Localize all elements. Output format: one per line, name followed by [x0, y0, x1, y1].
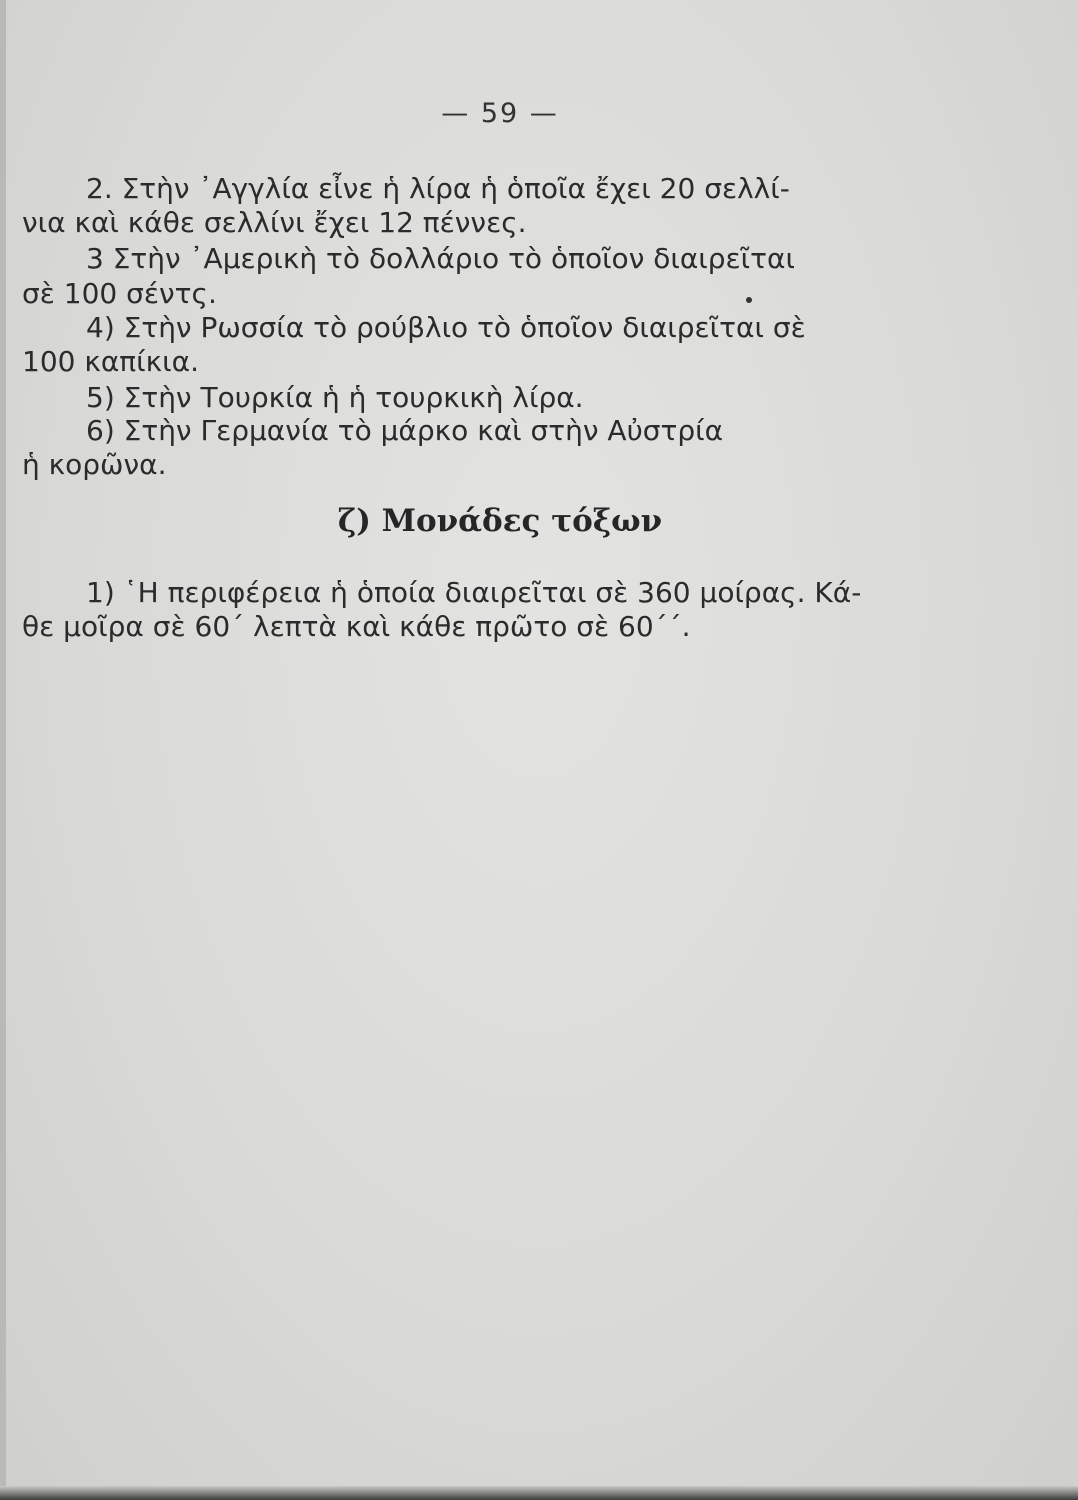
paragraph-1-line-2: νια καὶ κάθε σελλίνι ἔχει 12 πέννες. [22, 206, 527, 239]
section-paragraph-1-line-2: θε μοῖρα σὲ 60΄ λεπτὰ καὶ κάθε πρῶτο σὲ 60΄΄. [22, 610, 691, 643]
paragraph-2-line-1: 3 Στὴν ᾿Αμερικὴ τὸ δολλάριο τὸ ὁποῖον διαιρεῖται [86, 242, 795, 275]
page-left-edge [0, 0, 6, 1500]
section-heading: ζ) Μονάδες τόξων [337, 503, 663, 539]
section-paragraph-1-line-1: 1) ῾Η περιφέρεια ἡ ὁποία διαιρεῖται σὲ 360 μοίρας. Κά- [86, 576, 862, 609]
paragraph-5-line-2: ἡ κορῶνα. [22, 448, 167, 481]
paragraph-5-line-1: 6) Στὴν Γερμανία τὸ μάρκο καὶ στὴν Αὐστρία [86, 414, 724, 447]
paragraph-1-line-1: 2. Στὴν ᾿Αγγλία εἶνε ἡ λίρα ἡ ὁποῖα ἔχει 20 σελλί- [86, 172, 790, 205]
paragraph-4-line-1: 5) Στὴν Τουρκία ἡ ἡ τουρκικὴ λίρα. [86, 381, 584, 414]
paragraph-3-line-1: 4) Στὴν Ρωσσία τὸ ρούβλιο τὸ ὁποῖον διαιρεῖται σὲ [86, 311, 806, 344]
paragraph-3-line-2: 100 καπίκια. [22, 345, 199, 378]
ink-dot [746, 297, 752, 303]
page-bottom-edge [0, 1486, 1078, 1500]
page-number: — 59 — [441, 98, 559, 129]
paragraph-2-line-2: σὲ 100 σέντς. [22, 277, 217, 310]
